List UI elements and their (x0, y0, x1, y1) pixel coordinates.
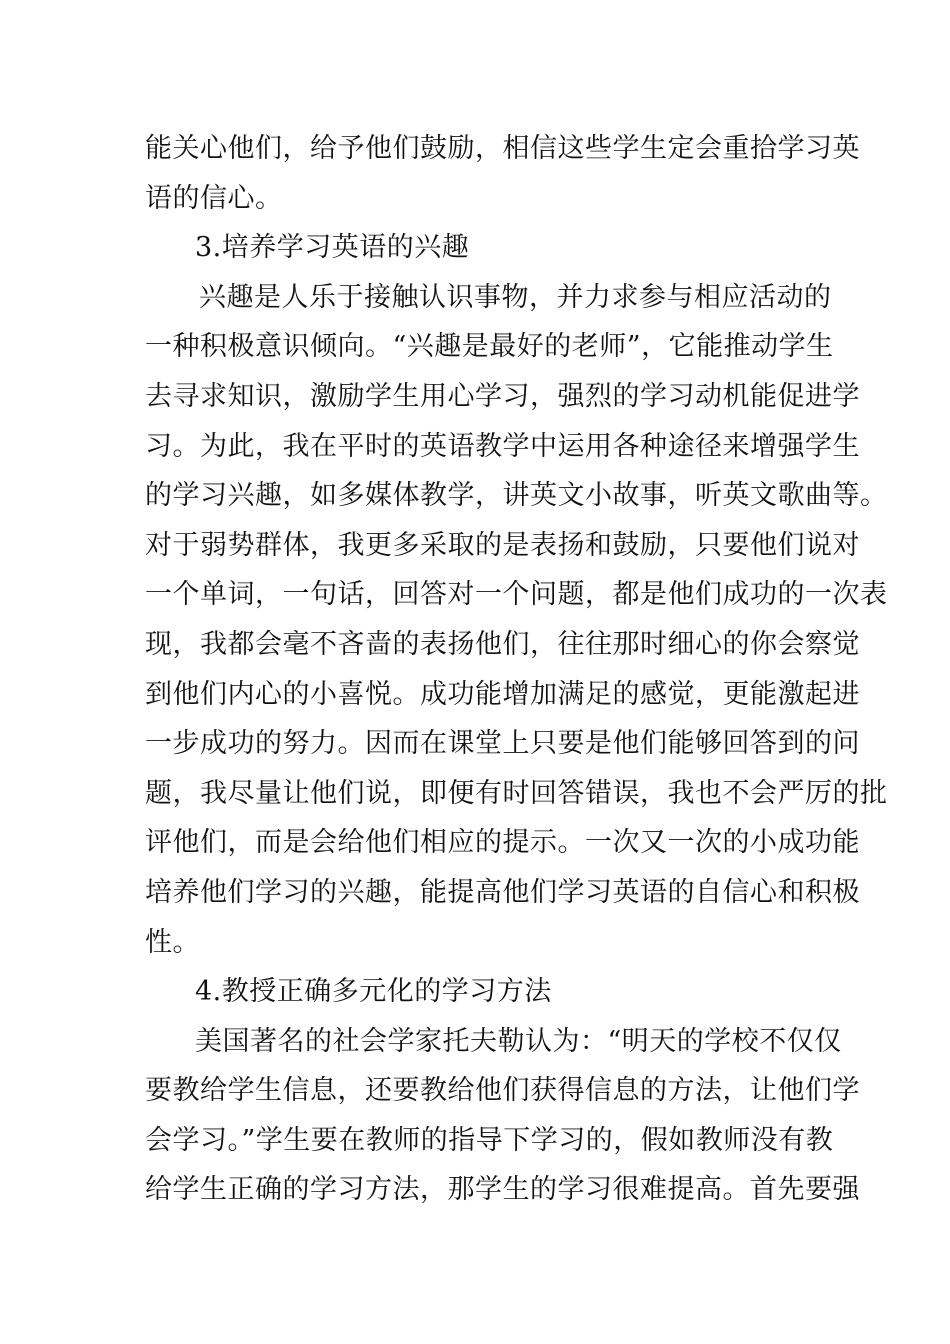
paragraph-first-line: 兴趣是人乐于接触认识事物，并力求参与相应活动的 (199, 281, 832, 313)
body-text (145, 124, 888, 1215)
text-line: 习。为此，我在平时的英语教学中运用各种途径来增强学生 (145, 430, 860, 462)
section-heading-4: 4.教授正确多元化的学习方法 (195, 976, 552, 1008)
text-line: 会学习。”学生要在教师的指导下学习的，假如教师没有教 (145, 1124, 834, 1156)
text-line: 能关心他们，给予他们鼓励，相信这些学生定会重拾学习英 (145, 133, 860, 164)
text-line: 要教给学生信息，还要教给他们获得信息的方法，让他们学 (145, 1075, 860, 1107)
text-line: 一个单词，一句话，回答对一个问题，都是他们成功的一次表 (145, 579, 888, 611)
section-heading-3: 3.培养学习英语的兴趣 (195, 232, 470, 264)
text-line: 到他们内心的小喜悦。成功能增加满足的感觉，更能激起进 (145, 678, 860, 710)
text-line: 给学生正确的学习方法，那学生的学习很难提高。首先要强 (145, 1174, 860, 1206)
text-line: 评他们，而是会给他们相应的提示。一次又一次的小成功能 (145, 827, 860, 859)
text-line: 对于弱势群体，我更多采取的是表扬和鼓励，只要他们说对 (145, 529, 860, 561)
text-line: 一种积极意识倾向。“兴趣是最好的老师”，它能推动学生 (145, 331, 834, 363)
text-line: 的学习兴趣，如多媒体教学，讲英文小故事，听英文歌曲等。 (145, 480, 888, 512)
text-line: 培养他们学习的兴趣，能提高他们学习英语的自信心和积极 (145, 876, 860, 908)
text-line: 一步成功的努力。因而在课堂上只要是他们能够回答到的问 (145, 728, 860, 760)
text-line: 性。 (145, 926, 200, 958)
text-line: 现，我都会毫不吝啬的表扬他们，往往那时细心的你会察觉 (145, 628, 860, 660)
text-line: 语的信心。 (145, 182, 283, 214)
paragraph-first-line: 美国著名的社会学家托夫勒认为：“明天的学校不仅仅 (195, 1025, 842, 1057)
text-line: 去寻求知识，激励学生用心学习，强烈的学习动机能促进学 (145, 380, 860, 412)
text-line: 题，我尽量让他们说，即便有时回答错误，我也不会严厉的批 (145, 777, 888, 809)
